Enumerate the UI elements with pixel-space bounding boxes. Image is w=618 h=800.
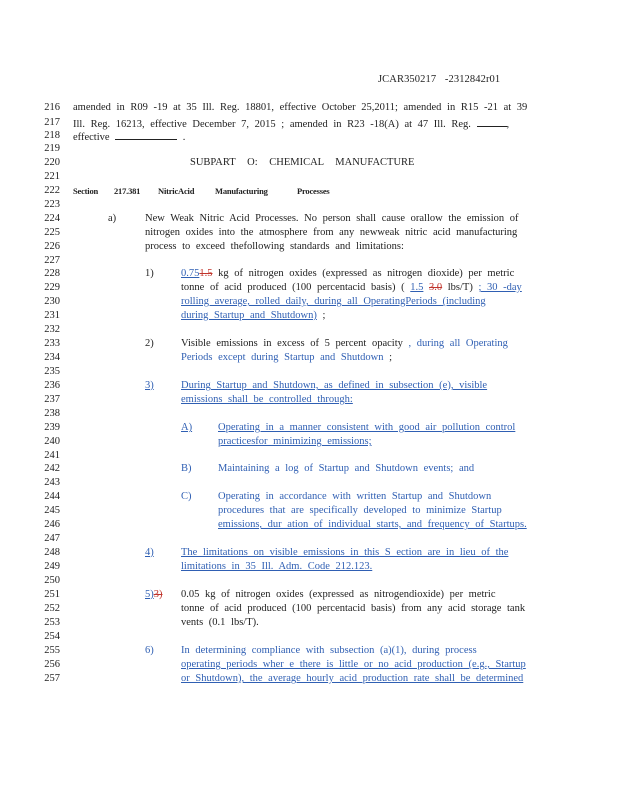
body-text: lbs/T)	[447, 282, 473, 293]
amendment-history-line	[73, 117, 509, 130]
inserted-marker: 5)	[145, 589, 154, 600]
line-number: 246	[44, 519, 60, 530]
inserted-line: emissions shall be controlled through:	[181, 394, 353, 405]
line-number: 240	[44, 436, 60, 447]
line-number: 220	[44, 157, 60, 168]
inserted-line: limitations in 35 Ill. Adm. Code 212.123.	[181, 561, 373, 572]
line-number: 254	[44, 631, 60, 642]
inserted-text: 1.5	[410, 282, 424, 293]
inserted-line: emissions, dur ation of individual starts, and frequency of Startups.	[218, 519, 527, 530]
subsection-marker: A)	[181, 422, 193, 433]
amendment-history-line	[73, 130, 185, 143]
section-heading-word: Processes	[297, 186, 330, 196]
body-line	[181, 310, 325, 321]
line-number: 256	[44, 659, 60, 670]
body-text: tonne of acid produced (100 percentacid basis) (	[181, 282, 405, 293]
inserted-line: Operating in a manner consistent with good air pollution control	[218, 422, 516, 433]
line-number: 234	[44, 352, 60, 363]
line-number: 249	[44, 561, 60, 572]
inserted-line: During Startup and Shutdown, as defined in subsection (e), visible	[181, 380, 488, 391]
body-line: tonne of acid produced (100 percentacid basis) from any acid storage tank	[181, 603, 526, 614]
amendment-text: Ill. Reg. 16213, effective December 7, 2015 ; amended in R23 -18(A) at 47 Ill. Reg.	[73, 119, 471, 130]
body-text: kg of nitrogen oxides (expressed as nitrogen dioxide) per metric	[218, 268, 515, 279]
line-number: 250	[44, 575, 60, 586]
inserted-text: rolling average, rolled daily, during all OperatingPeriods (including	[181, 296, 486, 307]
line-number: 239	[44, 422, 60, 433]
inserted-text: ; 30 -day	[478, 282, 522, 293]
body-line	[181, 282, 522, 293]
inserted-text: 0.75	[181, 268, 200, 279]
punctuation: .	[182, 132, 186, 143]
deleted-marker: 3)	[153, 589, 163, 600]
subsection-marker: 2)	[145, 338, 154, 349]
line-number: 248	[44, 547, 60, 558]
body-line: New Weak Nitric Acid Processes. No person shall cause orallow the emission of	[145, 213, 519, 224]
line-number: 226	[44, 241, 60, 252]
subsection-marker	[145, 589, 163, 600]
subsection-marker: a)	[108, 213, 117, 224]
line-number: 245	[44, 505, 60, 516]
line-number: 222	[44, 185, 60, 196]
subsection-marker: 1)	[145, 268, 154, 279]
body-line	[181, 352, 392, 363]
line-number: 216	[44, 102, 60, 113]
line-number: 231	[44, 310, 60, 321]
inserted-line: Operating in accordance with written Startup and Shutdown	[218, 491, 492, 502]
line-number: 242	[44, 463, 60, 474]
line-number: 227	[44, 255, 60, 266]
section-heading-word: Section	[73, 186, 99, 196]
line-number: 225	[44, 227, 60, 238]
line-number: 230	[44, 296, 60, 307]
line-number: 218	[44, 130, 60, 141]
line-number: 252	[44, 603, 60, 614]
subsection-marker: B)	[181, 463, 192, 474]
punctuation: ;	[383, 352, 393, 363]
line-number: 257	[44, 673, 60, 684]
line-number: 233	[44, 338, 60, 349]
subsection-marker: C)	[181, 491, 192, 502]
inserted-line: operating periods wher e there is little or no acid production (e.g., Startup	[181, 659, 526, 670]
line-number: 244	[44, 491, 60, 502]
line-number: 243	[44, 477, 60, 488]
body-line: 0.05 kg of nitrogen oxides (expressed as nitrogendioxide) per metric	[181, 589, 496, 600]
subsection-marker: 4)	[145, 547, 154, 558]
inserted-line: or Shutdown), the average hourly acid production rate shall be determined	[181, 673, 524, 684]
blank-field	[115, 130, 177, 140]
line-number: 228	[44, 268, 60, 279]
amendment-history-line: amended in R09 -19 at 35 Ill. Reg. 18801, effective October 25,2011; amended in R15 -21 at 39	[73, 102, 528, 113]
line-number: 255	[44, 645, 60, 656]
body-line: nitrogen oxides into the atmosphere from any newweak nitric acid manufacturing	[145, 227, 518, 238]
line-number: 223	[44, 199, 60, 210]
inserted-text: , during all Operating	[402, 338, 508, 349]
line-number: 236	[44, 380, 60, 391]
subsection-marker: 6)	[145, 645, 154, 656]
inserted-text: during Startup and Shutdown)	[181, 310, 317, 321]
line-number: 237	[44, 394, 60, 405]
section-heading-word: Manufacturing	[215, 186, 268, 196]
body-line: vents (0.1 lbs/T).	[181, 617, 259, 628]
deleted-text: 3.0	[429, 282, 443, 293]
line-number: 232	[44, 324, 60, 335]
line-number: 251	[44, 589, 60, 600]
line-number: 219	[44, 143, 60, 154]
line-number: 253	[44, 617, 60, 628]
line-number: 235	[44, 366, 60, 377]
effective-label: effective	[73, 132, 110, 143]
line-number: 217	[44, 117, 60, 128]
inserted-text: Periods except during Startup and Shutdown	[181, 352, 384, 363]
line-number: 241	[44, 450, 60, 461]
line-number: 221	[44, 171, 60, 182]
document-id-header: JCAR350217 -2312842r01	[378, 74, 501, 85]
section-number: 217.381	[114, 186, 141, 196]
line-number: 238	[44, 408, 60, 419]
inserted-line: practicesfor minimizing emissions;	[218, 436, 372, 447]
subsection-marker: 3)	[145, 380, 154, 391]
punctuation: ;	[316, 310, 326, 321]
section-heading-word: NitricAcid	[158, 186, 195, 196]
inserted-line: In determining compliance with subsection (a)(1), during process	[181, 645, 477, 656]
body-line: process to exceed thefollowing standards and limitations:	[145, 241, 404, 252]
subpart-title: SUBPART O: CHEMICAL MANUFACTURE	[190, 157, 415, 168]
blank-field	[477, 117, 507, 127]
line-number: 247	[44, 533, 60, 544]
deleted-text: 1.5	[199, 268, 213, 279]
body-text: Visible emissions in excess of 5 percent opacity	[181, 338, 403, 349]
body-line	[181, 268, 514, 279]
inserted-line: procedures that are specifically developed to minimize Startup	[218, 505, 502, 516]
line-number: 224	[44, 213, 60, 224]
body-line	[181, 296, 486, 307]
inserted-line: Maintaining a log of Startup and Shutdown events; and	[218, 463, 475, 474]
inserted-line: The limitations on visible emissions in this S ection are in lieu of the	[181, 547, 509, 558]
line-number: 229	[44, 282, 60, 293]
punctuation: ,	[506, 119, 510, 130]
body-line	[181, 338, 508, 349]
